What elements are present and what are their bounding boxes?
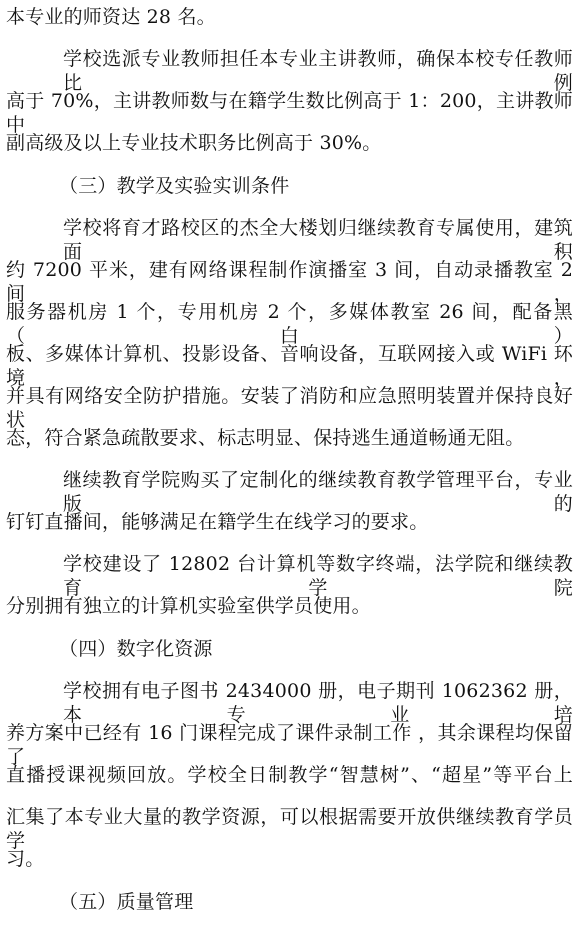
section-heading-5: （五）质量管理 [59, 891, 194, 913]
text-line-14: 学校建设了 12802 台计算机等数字终端，法学院和继续教育学院 [63, 553, 573, 599]
text-line-6: 学校将育才路校区的杰全大楼划归继续教育专属使用，建筑面积 [63, 217, 573, 263]
text-line-15: 分别拥有独立的计算机实验室供学员使用。 [6, 595, 371, 617]
text-line-17: 学校拥有电子图书 2434000 册，电子期刊 1062362 册，本专业培 [63, 680, 573, 726]
text-line-11: 态，符合紧急疏散要求、标志明显、保持逃生通道畅通无阻。 [6, 427, 525, 449]
text-line-9: 板、多媒体计算机、投影设备、音响设备，互联网接入或 WiFi 环境， [6, 343, 573, 389]
text-line-20: 汇集了本专业大量的教学资源，可以根据需要开放供继续教育学员学 [6, 806, 573, 852]
text-line-4: 副高级及以上专业技术职务比例高于 30%。 [6, 132, 382, 154]
section-heading-3: （三）教学及实验实训条件 [59, 175, 290, 197]
text-line-1: 本专业的师资达 28 名。 [6, 6, 216, 28]
text-line-10: 并具有网络安全防护措施。安装了消防和应急照明装置并保持良好状 [6, 385, 573, 431]
text-line-18: 养方案中已经有 16 门课程完成了课件录制工作 ，其余课程均保留了 [6, 722, 573, 768]
text-line-2: 学校选派专业教师担任本专业主讲教师，确保本校专任教师比例 [63, 48, 573, 94]
text-line-3: 高于 70%，主讲教师数与在籍学生数比例高于 1：200，主讲教师中 [6, 90, 573, 136]
text-line-8: 服务器机房 1 个，专用机房 2 个，多媒体教室 26 间，配备黑（白） [6, 301, 573, 347]
text-line-7: 约 7200 平米，建有网络课程制作演播室 3 间，自动录播教室 2 间， [6, 259, 573, 305]
text-line-13: 钉钉直播间，能够满足在籍学生在线学习的要求。 [6, 511, 429, 533]
text-line-21: 习。 [6, 848, 45, 870]
text-line-12: 继续教育学院购买了定制化的继续教育教学管理平台，专业版的 [63, 469, 573, 515]
text-line-19: 直播授课视频回放。学校全日制教学“智慧树”、“超星”等平台上 [6, 764, 573, 786]
section-heading-4: （四）数字化资源 [59, 638, 213, 660]
